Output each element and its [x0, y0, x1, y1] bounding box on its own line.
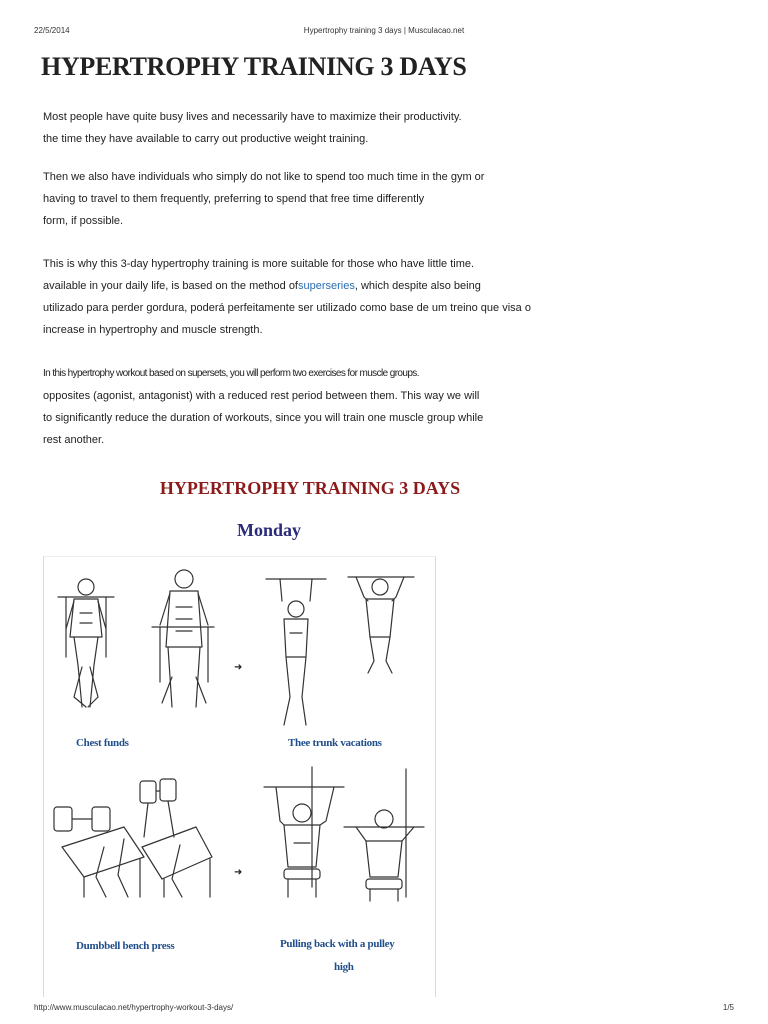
section-heading: HYPERTROPHY TRAINING 3 DAYS: [159, 478, 461, 498]
paragraph-line: opposites (agonist, antagonist) with a reduced rest period between them. This way we will: [43, 390, 480, 402]
paragraph-line: increase in hypertrophy and muscle strength.: [43, 324, 263, 336]
paragraph-individuals: [43, 166, 563, 232]
day-heading: Monday: [236, 520, 301, 540]
paragraph-line: rest another.: [43, 434, 105, 446]
dumbbell-bench-figure-2: [140, 779, 212, 897]
paragraph-line: form, if possible.: [43, 215, 124, 227]
superset-arrow-icon: ➜: [234, 662, 243, 673]
print-header: [0, 26, 768, 40]
text-fragment: available in your daily life, is based on the method of: [43, 280, 298, 292]
page-title: HYPERTROPHY TRAINING 3 DAYS: [41, 52, 467, 81]
paragraph-supersets: [43, 363, 563, 451]
chest-dip-figure-1: [58, 579, 114, 707]
dumbbell-bench-figure-1: [54, 807, 144, 897]
paragraph-line: the time they have available to carry out productive weight training.: [43, 133, 369, 145]
paragraph-line: This is why this 3-day hypertrophy training is more suitable for those who have little time.: [43, 258, 475, 270]
paragraph-intro: [43, 106, 563, 150]
caption-dumbbell-bench-press: Dumbbell bench press: [76, 940, 175, 952]
paragraph-method: [43, 253, 563, 341]
print-footer: [0, 1003, 768, 1017]
exercise-illustration-panel: [43, 556, 436, 997]
pull-up-figure-2: [348, 577, 414, 673]
print-page-title: Hypertrophy training 3 days | Musculacao.net: [303, 26, 465, 35]
paragraph-line: Then we also have individuals who simply do not like to spend too much time in the gym or: [43, 171, 485, 183]
lat-pulldown-figure-2: [344, 769, 424, 901]
print-url: http://www.musculacao.net/hypertrophy-workout-3-days/: [34, 1003, 234, 1012]
print-date: 22/5/2014: [34, 26, 70, 35]
caption-chest-funds: Chest funds: [76, 737, 129, 749]
caption-pulley-line-2: high: [334, 961, 354, 973]
superseries-link[interactable]: superseries: [298, 280, 355, 292]
caption-pulley-line-1: Pulling back with a pulley: [280, 938, 395, 950]
paragraph-line: having to travel to them frequently, preferring to spend that free time differently: [43, 193, 425, 205]
caption-trunk-vacations: Thee trunk vacations: [288, 737, 382, 749]
pull-up-figure-1: [266, 579, 326, 725]
page-number: 1/5: [722, 1003, 734, 1012]
paragraph-line: [43, 275, 563, 297]
exercise-illustrations: [44, 557, 435, 997]
text-fragment: , which despite also being: [354, 280, 481, 292]
chest-dip-figure-2: [152, 570, 214, 707]
paragraph-line: Most people have quite busy lives and necessarily have to maximize their productivity.: [43, 111, 462, 123]
paragraph-line: In this hypertrophy workout based on supersets, you will perform two exercises for muscle groups.: [43, 368, 419, 379]
lat-pulldown-figure-1: [264, 767, 344, 897]
paragraph-line: utilizado para perder gordura, poderá perfeitamente ser utilizado como base de um treino que visa o: [43, 302, 531, 314]
paragraph-line: to significantly reduce the duration of workouts, since you will train one muscle group while: [43, 412, 484, 424]
superset-arrow-icon: ➜: [234, 867, 243, 878]
